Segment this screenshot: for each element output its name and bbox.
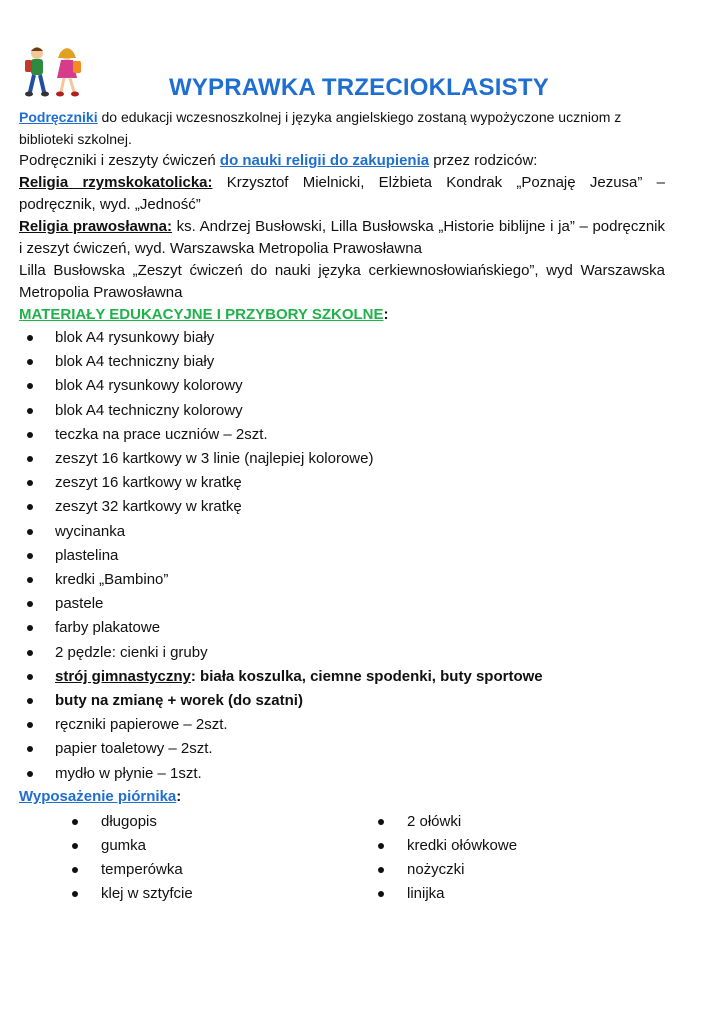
list-item-indoor-shoes: buty na zmianę + worek (do szatni) — [19, 689, 665, 713]
list-item: zeszyt 16 kartkowy w kratkę — [19, 471, 665, 495]
catholic-label: Religia rzymskokatolicka: — [19, 174, 213, 191]
pencil-case-left-column — [69, 810, 193, 907]
pencil-case-heading-line — [19, 786, 665, 808]
pencil-case-columns — [19, 810, 665, 910]
list-item: kredki ołówkowe — [375, 834, 517, 858]
list-item: 2 ołówki — [375, 810, 517, 834]
list-item: kredki „Bambino” — [19, 568, 665, 592]
list-item: teczka na prace uczniów – 2szt. — [19, 423, 665, 447]
list-item: wycinanka — [19, 520, 665, 544]
list-item: linijka — [375, 882, 517, 906]
header — [19, 44, 665, 106]
pencil-case-heading: Wyposażenie piórnika — [19, 787, 177, 805]
list-item: nożyczki — [375, 858, 517, 882]
materials-heading-line — [19, 304, 665, 326]
list-item: papier toaletowy – 2szt. — [19, 737, 665, 761]
gym-outfit-label: strój gimnastyczny — [55, 667, 191, 685]
document-page — [19, 44, 665, 910]
textbooks-link[interactable]: Podręczniki — [19, 109, 98, 125]
pencil-case-right-column — [375, 810, 517, 907]
religion-intro — [19, 150, 665, 172]
list-item: zeszyt 16 kartkowy w 3 linie (najlepiej kolorowe) — [19, 447, 665, 471]
list-item: gumka — [69, 834, 193, 858]
list-item: klej w sztyfcie — [69, 882, 193, 906]
materials-heading: MATERIAŁY EDUKACYJNE I PRZYBORY SZKOLNE — [19, 306, 384, 323]
textbooks-paragraph — [19, 106, 665, 150]
orthodox-text: ks. Andrzej Busłowski, Lilla Busłowska „Historie biblijne i ja” – podręcznik i zeszyt ćwiczeń, wyd. Warszawska Metropolia Prawosławna — [19, 218, 665, 257]
religion-suffix: przez rodziców: — [429, 152, 538, 169]
materials-list — [19, 326, 665, 786]
list-item: ręczniki papierowe – 2szt. — [19, 713, 665, 737]
gym-outfit-text: : biała koszulka, ciemne spodenki, buty sportowe — [190, 667, 543, 685]
list-item: pastele — [19, 592, 665, 616]
list-item: mydło w płynie – 1szt. — [19, 762, 665, 786]
catholic-text: Krzysztof Mielnicki, Elżbieta Kondrak „Poznaję Jezusa” – podręcznik, wyd. „Jedność” — [19, 174, 665, 213]
page-title: WYPRAWKA TRZECIOKLASISTY — [169, 74, 549, 101]
list-item: plastelina — [19, 544, 665, 568]
list-item: 2 pędzle: cienki i gruby — [19, 641, 665, 665]
catholic-religion — [19, 172, 665, 216]
workbook-paragraph: Lilla Busłowska „Zeszyt ćwiczeń do nauki języka cerkiewnosłowiańskiego”, wyd Warszawska Metropolia Prawosławna — [19, 262, 665, 301]
list-item: długopis — [69, 810, 193, 834]
list-item: farby plakatowe — [19, 616, 665, 640]
list-item: temperówka — [69, 858, 193, 882]
children-clipart-icon — [19, 44, 89, 102]
list-item: blok A4 rysunkowy kolorowy — [19, 374, 665, 398]
list-item: blok A4 rysunkowy biały — [19, 326, 665, 350]
religion-prefix: Podręczniki i zeszyty ćwiczeń — [19, 152, 220, 169]
list-item: blok A4 techniczny kolorowy — [19, 399, 665, 423]
pencil-case-colon: : — [176, 787, 182, 805]
orthodox-religion — [19, 216, 665, 260]
list-item: zeszyt 32 kartkowy w kratkę — [19, 495, 665, 519]
orthodox-label: Religia prawosławna: — [19, 218, 173, 235]
materials-colon: : — [383, 306, 389, 323]
list-item: blok A4 techniczny biały — [19, 350, 665, 374]
religion-link[interactable]: do nauki religii do zakupienia — [219, 152, 430, 169]
list-item-gym-outfit — [19, 665, 665, 689]
textbooks-text: do edukacji wczesnoszkolnej i języka angielskiego zostaną wypożyczone uczniom z biblioteki szkolnej. — [19, 109, 622, 147]
